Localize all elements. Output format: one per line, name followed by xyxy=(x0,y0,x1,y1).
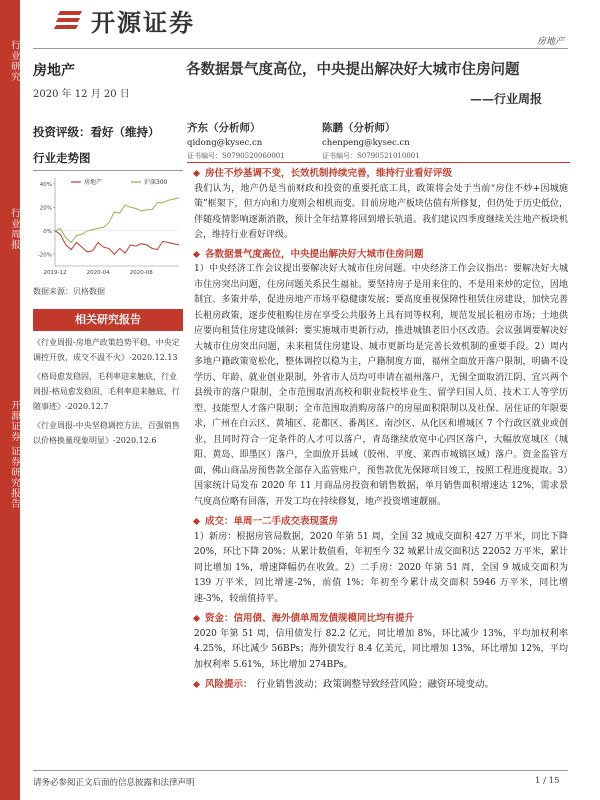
author-cert: 证书编号：S0790521010001 xyxy=(322,152,420,160)
footer-disclaimer: 请务必参阅正文后面的信息披露和法律声明 xyxy=(33,778,195,788)
section-title: 成交：单周一二手成交表现蛋房 xyxy=(194,514,568,530)
main-content xyxy=(194,166,568,693)
risk-text: 行业销售波动；政策调整导致经营风险；融资环境变动。 xyxy=(256,679,495,690)
chart-data-source: 数据来源：贝格数据 xyxy=(33,287,105,296)
section-paragraph: 我们认为，地产仍是当前财政和投资的重要托底工具，政策将会处于当前“房住不炒+因城施策”框架下，但方向和力度则会相机而变。目前房地产板块估值有所修复，但仍处于历史低位，伴随疫情影响逐渐消散，预计全年结算将回到增长轨道。我们建议四季度继续关注地产板块机会，维持行业看好评级。 xyxy=(194,183,568,240)
section-paragraph: 1）新房：根据房管局数据，2020 年第 51 周，全国 32 城成交面积 427 万平米，同比下降 20%，环比下降 20%；从累计数值看，年初至今 32 城累计成交面积达 22052 万平米，累计同比增加 1%，增速降幅仍在收敛。2）二手房：2020 年第 51 周，全国 9 城成交面积为 139 万平米，同比增速-2%，前值 1%；年初至今累计成交面积 5946 万平米，同比增速-3%，较前值持平。 xyxy=(194,531,568,604)
diamond-bullet-icon xyxy=(193,681,200,688)
author-email[interactable]: qidong@kysec.cn xyxy=(187,138,263,148)
x-tick-label: 2020-08 xyxy=(129,270,153,276)
related-report-item[interactable]: 《格局愈发稳固，毛利率迎来触底，行业周报-格局愈发稳固，毛利率迎来触底，行随事迹》-2020.12.7 xyxy=(33,372,180,411)
diamond-bullet-icon xyxy=(193,170,200,177)
sidebar-label-bottom: 开源证券 证券研究报告 xyxy=(9,400,20,510)
author-divider xyxy=(187,162,570,163)
section-title: 资金：信用债、海外债单周发债规模同比均有提升 xyxy=(194,611,568,627)
report-title: 各数据景气度高位，中央提出解决好大城市住房问题 xyxy=(186,61,520,78)
investment-rating: 投资评级：看好（维持） xyxy=(33,125,160,139)
y-tick-label: 0% xyxy=(43,228,52,235)
related-reports-list xyxy=(33,335,183,452)
author-name: 陈鹏（分析师） xyxy=(322,122,396,134)
section-risk xyxy=(194,677,568,693)
related-report-item[interactable]: 《行业周报-房地产政策趋势平稳，中央定调控开放，成交不温不火》-2020.12.13 xyxy=(33,338,180,362)
related-reports-header: 相关研究报告 xyxy=(33,309,183,331)
author-name: 齐东（分析师） xyxy=(187,122,261,134)
author-cert: 证书编号：S0790520060001 xyxy=(187,152,285,160)
header-tag: 房地产 xyxy=(536,37,564,47)
section-title: 房住不炒基调不变，长效机制持续完善，维持行业看好评级 xyxy=(194,166,568,182)
section-title: 各数据景气度高位，中央提出解决好大城市住房问题 xyxy=(194,247,568,263)
footer-divider xyxy=(33,770,568,771)
author-block xyxy=(187,120,567,160)
y-tick-label: 20% xyxy=(39,205,52,212)
series-line-real-estate xyxy=(55,231,179,255)
section-title: 风险提示： 行业销售波动；政策调整导致经营风险；融资环境变动。 xyxy=(194,677,568,693)
sidebar-label-mid: 行业周报 xyxy=(9,208,20,250)
section-transactions xyxy=(194,514,568,607)
sector-label: 房地产 xyxy=(33,63,75,79)
series-line-csi300 xyxy=(55,198,179,243)
x-tick-label: 2020-04 xyxy=(86,270,110,276)
y-tick-label: -20% xyxy=(37,252,52,259)
section-paragraph: 2020 年第 51 周，信用债发行 82.2 亿元，同比增加 8%，环比减少 13%，平均加权利率 4.25%，环比减少 56BPs；海外债发行 8.4 亿美元，同比增加 13%，环比增加 12%，平均加权利率 5.61%，环比增加 274BPs。 xyxy=(194,628,568,670)
header-divider xyxy=(33,48,568,49)
diamond-bullet-icon xyxy=(193,615,200,622)
sidebar xyxy=(0,0,20,800)
brand-logo xyxy=(55,6,195,37)
chart-title: 行业走势图 xyxy=(33,151,91,165)
logo-text: 开源证券 xyxy=(91,8,195,37)
legend-label: 沪深300 xyxy=(144,179,168,186)
diamond-bullet-icon xyxy=(193,251,200,258)
chart-title-divider xyxy=(33,170,183,171)
author-1 xyxy=(187,120,285,161)
section-summary xyxy=(194,166,568,244)
section-policy xyxy=(194,247,568,511)
author-email[interactable]: chenpeng@kysec.cn xyxy=(322,138,410,148)
logo-mark-icon xyxy=(55,9,85,31)
page-number: 1 / 15 xyxy=(535,776,560,786)
legend-label: 房地产 xyxy=(84,179,103,186)
section-funding xyxy=(194,611,568,673)
author-2 xyxy=(322,120,420,161)
report-date: 2020 年 12 月 20 日 xyxy=(33,89,130,100)
related-report-item[interactable]: 《行业周报-中央坚稳调控方法，百强销售以价格换量现象明显》-2020.12.6 xyxy=(33,421,180,445)
section-paragraph: 1）中央经济工作会议提出要解决好大城市住房问题。中央经济工作会议指出：要解决好大城市住房突出问题，住房问题关系民生福祉。要坚持房子是用来住的、不是用来炒的定位，因地制宜、多策并举，促进房地产市场平稳健康发展；要高度重视保障性租赁住房建设，加快完善长租房政策，逐步使租购住房在享受公共服务上具有同等权利，规范发展长租房市场；土地供应要向租赁住房建设倾斜；要实施城市更新行动，推进城镇老旧小区改造。会议强调要解决好大城市住房突出问题，未来租赁住房建设、城市更新均是完善长效机制的重要手段。2）周内多地户籍政策宽松化，整体调控以稳为主，户籍制度方面，福州全面放开落户限制，明确不设学历、年龄、就业创业限制，外省市人员均可申请在福州落户，无锡全面取消江阴、宜兴两个县级市的落户限制，全市范围取消高校和职业院校毕业生、留学归国人员、技术工人等学历型、技能型人才落户限制；全市范围取消购房落户的房屋面积限制以及社保、居住证的年限要求，广州在白云区、黄埔区、花都区、番禺区、南沙区、从化区和增城区 7 个行政区就业或创业，且同时符合一定条件的人才可以落户，青岛继续放宽中心四区落户，大幅放宽城区（城阳、黄岛、即墨区）落户，全面放开县域（胶州、平度、莱西市城镇区域）落户。资金监管方面，佛山商品房预售款全部存入监管账户，预售款优先保障项目竣工，按照工程进度提取。3）国家统计局发布 2020 年 11 月商品房投资和销售数据，单月销售面积增速达 12%，需求景气度高位略有回落，开发工均在持续修复，地产投资增速靓丽。 xyxy=(194,264,568,507)
report-subtitle: ——行业周报 xyxy=(470,92,543,106)
industry-trend-chart xyxy=(33,174,183,282)
sidebar-label-top: 行业研究 xyxy=(9,40,20,82)
diamond-bullet-icon xyxy=(193,518,200,525)
x-tick-label: 2019-12 xyxy=(43,270,67,276)
y-tick-label: 40% xyxy=(39,181,52,188)
